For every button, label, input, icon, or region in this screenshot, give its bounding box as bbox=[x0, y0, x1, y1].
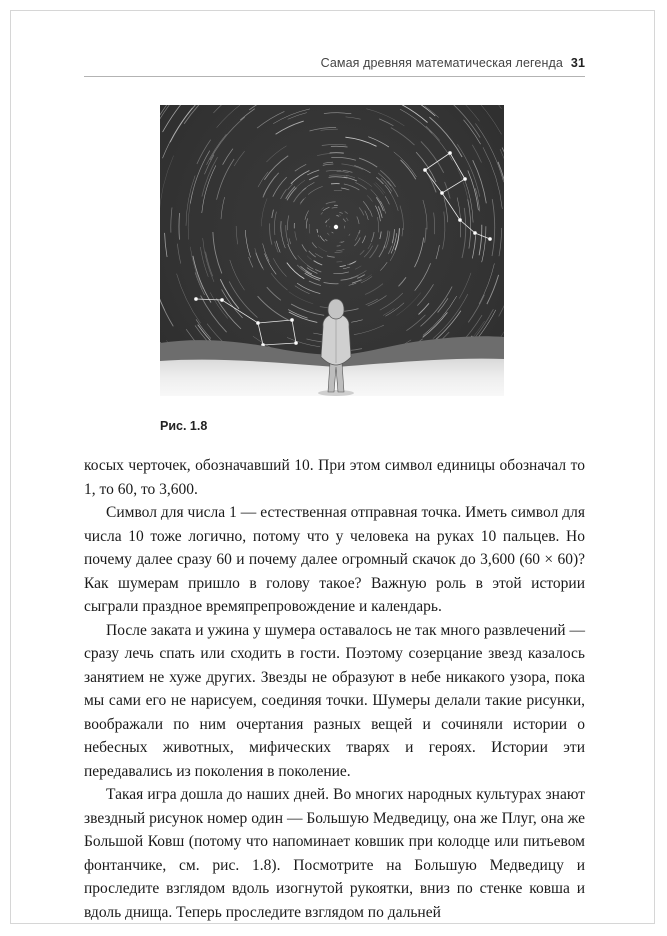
pole-star bbox=[334, 225, 338, 229]
paragraph-3: После заката и ужина у шумера оставалось не так много развлечений — сразу лечь спать или сходить в гости. Поэтому созерцание звезд казалось занятием не хуже других. Звезды не образуют в небе никакого узора, пока мы сами его не нарисуем, соединяя точки. Шумеры делали такие рисунки, воображали по ним очертания разных вещей и сочиняли истории о небесных животных, мифических тварях и героях. Истории эти передавались из поколения в поколение. bbox=[84, 621, 585, 780]
paragraph-2: Символ для числа 1 — естественная отправная точка. Иметь символ для числа 10 тоже логично, потому что у человека на руках 10 пальцев. Но почему далее сразу 60 и почему далее огромный скачок до 3,600 (60 × 60)? Как шумерам пришло в голову такое? Важную роль в этой истории сыграли праздное времяпрепровождение и календарь. bbox=[84, 504, 585, 615]
star-trails-illustration bbox=[160, 105, 504, 396]
body-text bbox=[84, 454, 585, 924]
figure-caption: Рис. 1.8 bbox=[160, 419, 208, 433]
running-head-title: Самая древняя математическая легенда bbox=[320, 56, 563, 70]
paragraph-4: Такая игра дошла до наших дней. Во многих народных культурах знают звездный рисунок номер один — Большую Медведицу, она же Плуг, она же Большой Ковш (потому что напоминает ковшик при колодце или питьевом фонтанчике, см. рис. 1.8). Посмотрите на Большую Медведицу и проследите взглядом вдоль изогнутой рукоятки, вниз по стенке ковша и вдоль днища. Теперь проследите взглядом по дальней bbox=[84, 786, 585, 921]
running-head bbox=[0, 56, 585, 74]
page-number: 31 bbox=[570, 56, 585, 70]
paragraph-1: косых черточек, обозначавший 10. При этом символ единицы обозначал то 1, то 60, то 3,600. bbox=[84, 457, 585, 498]
header-rule bbox=[84, 76, 585, 77]
figure-star-trails bbox=[160, 105, 504, 396]
